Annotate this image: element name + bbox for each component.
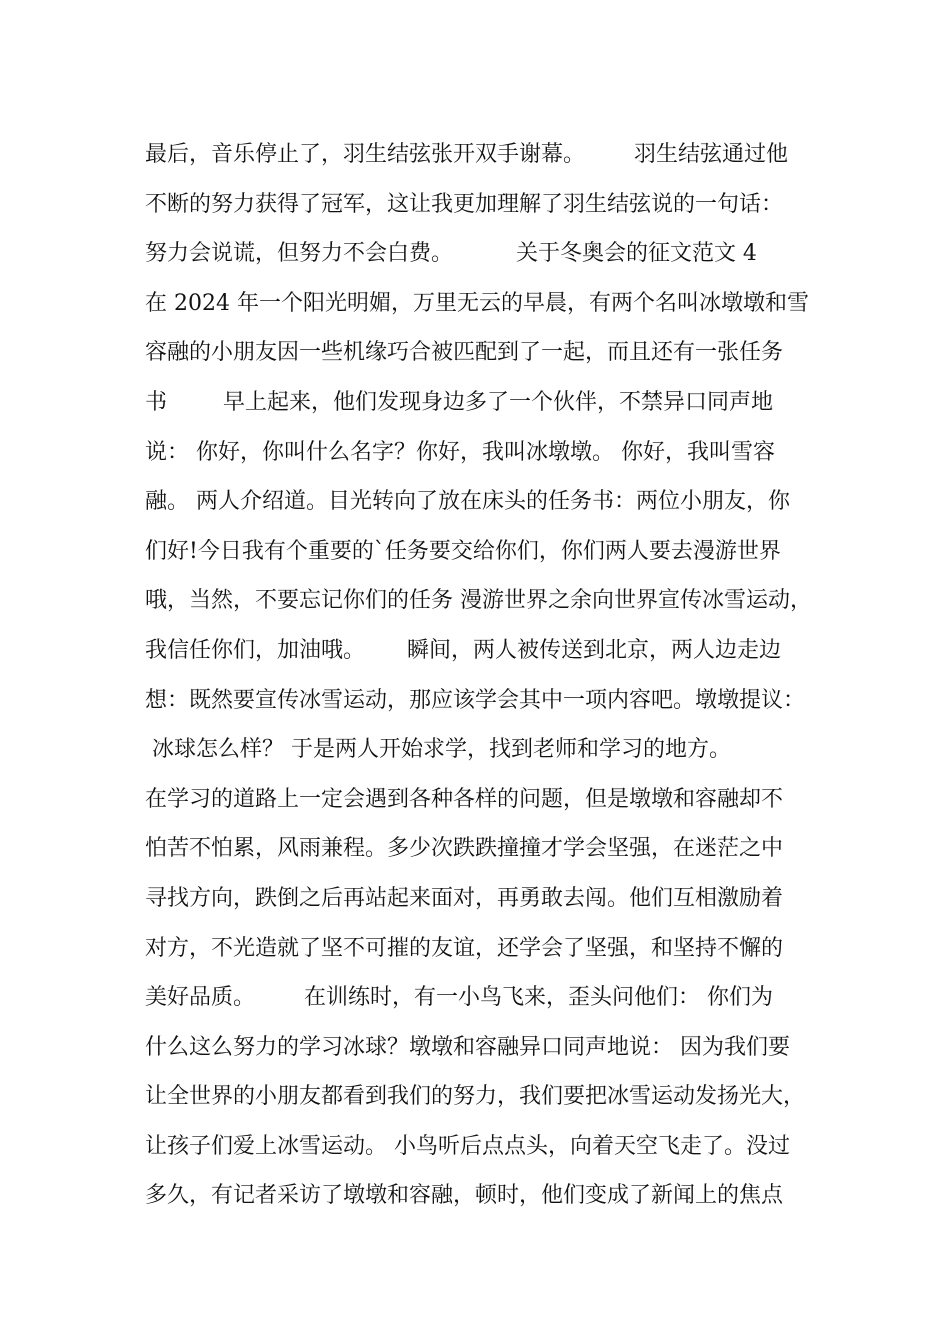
text-line: 冰球怎么样？ 于是两人开始求学，找到老师和学习的地方。 xyxy=(145,737,731,763)
text-line: 让全世界的小朋友都看到我们的努力，我们要把冰雪运动发扬光大， xyxy=(145,1084,806,1110)
text-line: 让孩子们爱上冰雪运动。 小鸟听后点点头，向着天空飞走了。没过 xyxy=(145,1133,790,1159)
text-line: 寻找方向，跌倒之后再站起来面对，再勇敢去闯。他们互相激励着 xyxy=(145,885,784,911)
text-line: 容融的小朋友因一些机缘巧合被匹配到了一起，而且还有一张任务 xyxy=(145,340,784,366)
text-line: 在学习的道路上一定会遇到各种各样的问题，但是墩墩和容融却不 xyxy=(145,786,784,812)
text-line: 什么这么努力的学习冰球？墩墩和容融异口同声地说： 因为我们要 xyxy=(145,1034,790,1060)
text-line: 哦，当然，不要忘记你们的任务 漫游世界之余向世界宣传冰雪运动， xyxy=(145,588,812,614)
text-line: 我信任你们，加油哦。 瞬间，两人被传送到北京，两人边走边 xyxy=(145,637,781,663)
text-line: 们好!今日我有个重要的`任务要交给你们，你们两人要去漫游世界 xyxy=(145,538,781,564)
body-text xyxy=(145,130,835,1221)
text-line: 融。 两人介绍道。目光转向了放在床头的任务书：两位小朋友，你 xyxy=(145,489,790,515)
text-line: 努力会说谎，但努力不会白费。 关于冬奥会的征文范文 4 xyxy=(145,241,757,267)
text-line: 对方，不光造就了坚不可摧的友谊，还学会了坚强，和坚持不懈的 xyxy=(145,935,784,961)
text-line: 在 2024 年一个阳光明媚，万里无云的早晨，有两个名叫冰墩墩和雪 xyxy=(145,290,809,316)
text-line: 多久，有记者采访了墩墩和容融，顿时，他们变成了新闻上的焦点 xyxy=(145,1183,784,1209)
text-line: 怕苦不怕累，风雨兼程。多少次跌跌撞撞才学会坚强，在迷茫之中 xyxy=(145,836,784,862)
text-line: 不断的努力获得了冠军，这让我更加理解了羽生结弦说的一句话： xyxy=(145,191,784,217)
text-line: 书 早上起来，他们发现身边多了一个伙伴，不禁异口同声地 xyxy=(145,389,773,415)
text-line: 最后，音乐停止了，羽生结弦张开双手谢幕。 羽生结弦通过他 xyxy=(145,142,788,167)
text-line: 说： 你好，你叫什么名字？你好，我叫冰墩墩。 你好，我叫雪容 xyxy=(145,439,775,465)
text-line: 美好品质。 在训练时，有一小鸟飞来，歪头问他们： 你们为 xyxy=(145,985,773,1011)
text-line: 想：既然要宣传冰雪运动，那应该学会其中一项内容吧。墩墩提议： xyxy=(145,687,806,713)
